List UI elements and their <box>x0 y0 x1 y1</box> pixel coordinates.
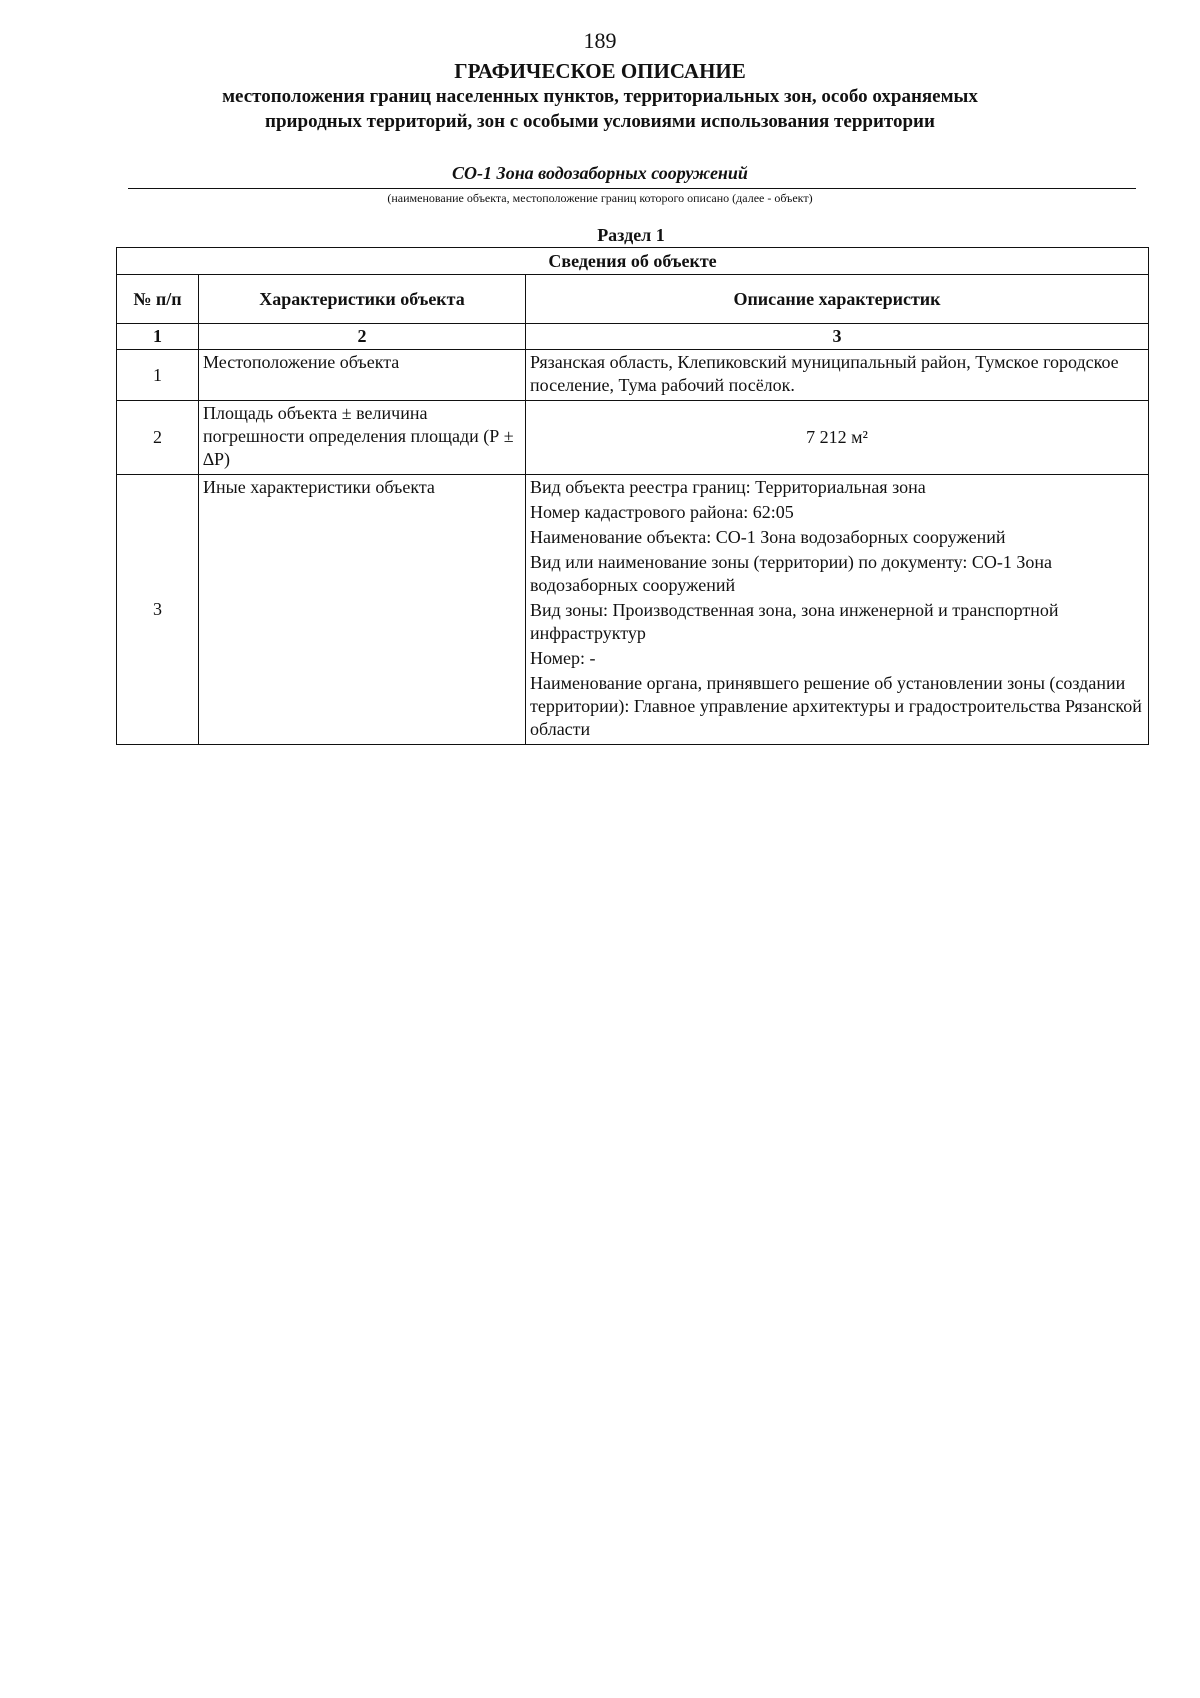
row-description <box>526 350 1149 401</box>
object-info-table <box>116 247 1149 745</box>
description-line: Наименование объекта: СО-1 Зона водозаборных сооружений <box>530 527 1006 547</box>
header-description: Описание характеристик <box>526 275 1149 324</box>
table-caption-row <box>117 248 1149 275</box>
document-subtitle: местоположения границ населенных пунктов, территориальных зон, особо охраняемых природных территорий, зон с особыми условиями использования территории <box>222 86 978 132</box>
header-characteristics: Характеристики объекта <box>199 275 526 324</box>
description-line: Вид зоны: Производственная зона, зона инженерной и транспортной инфраструктур <box>530 600 1059 643</box>
row-characteristic: Иные характеристики объекта <box>199 475 526 745</box>
description-line: Наименование органа, принявшего решение об установлении зоны (создании территории): Главное управление архитектуры и градостроительства Рязанской области <box>530 673 1142 739</box>
row-description <box>526 401 1149 475</box>
table-header-row <box>117 275 1149 324</box>
description-line: Вид объекта реестра границ: Территориальная зона <box>530 477 926 497</box>
object-name-underline <box>128 188 1136 189</box>
column-index: 1 <box>117 324 199 350</box>
page-number: 189 <box>583 28 617 53</box>
description-line: 7 212 м² <box>806 427 868 447</box>
table-row <box>117 350 1149 401</box>
document-title: ГРАФИЧЕСКОЕ ОПИСАНИЕ <box>454 59 746 83</box>
description-line: Рязанская область, Клепиковский муниципальный район, Тумское городское поселение, Тума рабочий посёлок. <box>530 352 1119 395</box>
section-title: Раздел 1 <box>597 225 665 245</box>
object-name-caption: (наименование объекта, местоположение границ которого описано (далее - объект) <box>387 191 813 205</box>
table-row <box>117 401 1149 475</box>
description-line: Номер кадастрового района: 62:05 <box>530 502 794 522</box>
header-number: № п/п <box>117 275 199 324</box>
column-index: 2 <box>199 324 526 350</box>
row-number: 2 <box>117 401 199 475</box>
description-line: Вид или наименование зоны (территории) по документу: СО-1 Зона водозаборных сооружений <box>530 552 1053 595</box>
row-number: 3 <box>117 475 199 745</box>
row-number: 1 <box>117 350 199 401</box>
row-characteristic: Местоположение объекта <box>199 350 526 401</box>
column-index-row <box>117 324 1149 350</box>
table-caption: Сведения об объекте <box>117 248 1149 275</box>
row-description <box>526 475 1149 745</box>
table-row <box>117 475 1149 745</box>
object-name: СО-1 Зона водозаборных сооружений <box>452 163 748 183</box>
column-index: 3 <box>526 324 1149 350</box>
description-line: Номер: - <box>530 648 596 668</box>
row-characteristic: Площадь объекта ± величина погрешности определения площади (Р ± ∆Р) <box>199 401 526 475</box>
